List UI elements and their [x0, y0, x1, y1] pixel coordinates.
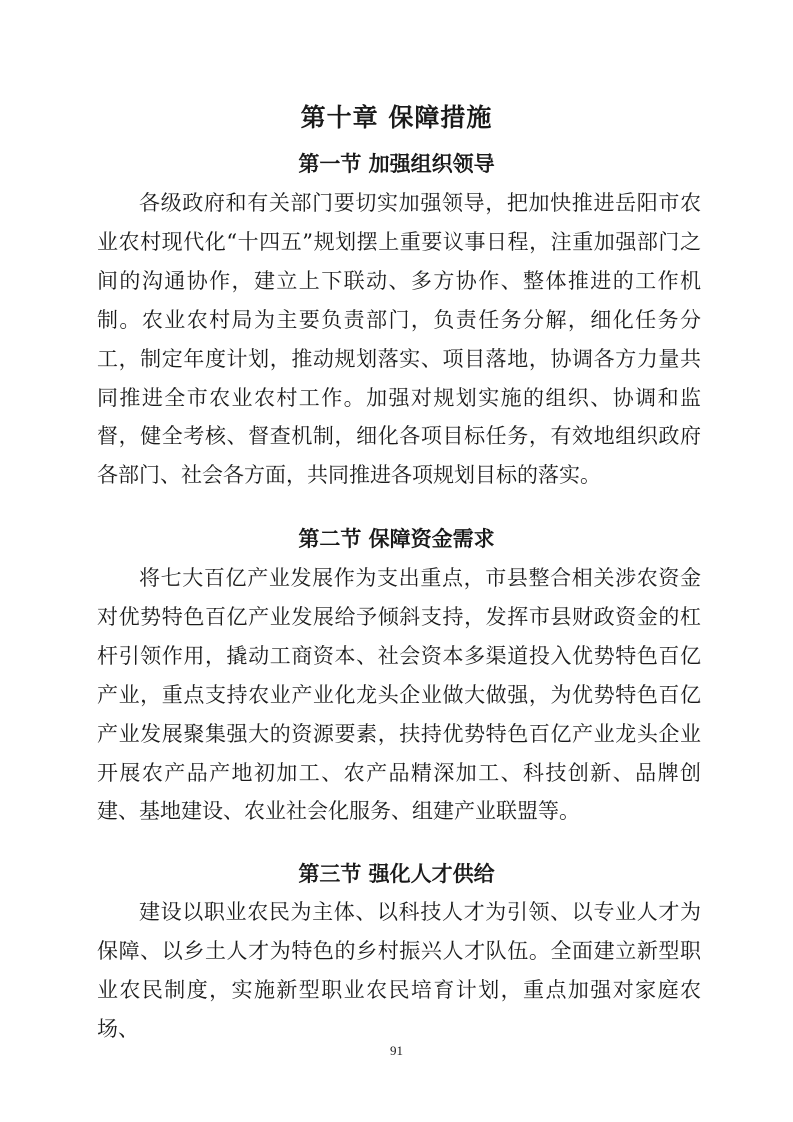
chapter-title: 第十章 保障措施 — [300, 103, 493, 132]
page-number: 91 — [390, 1043, 403, 1058]
section-title-3: 第三节 强化人才供给 — [298, 862, 495, 886]
section-paragraph-2: 将七大百亿产业发展作为支出重点，市县整合相关涉农资金对优势特色百亿产业发展给予倾斜支持，发挥市县财政资金的杠杆引领作用，撬动工商资本、社会资本多渠道投入优势特色百亿产业，重点支持农业产业化龙头企业做大做强，为优势特色百亿产业发展聚集强大的资源要素，扶持优势特色百亿产业龙头企业开展农产品产地初加工、农产品精深加工、科技创新、品牌创建、基地建设、农业社会化服务、组建产业联盟等。 — [97, 566, 701, 824]
section-title-1: 第一节 加强组织领导 — [298, 152, 495, 176]
section-paragraph-3: 建设以职业农民为主体、以科技人才为引领、以专业人才为保障、以乡土人才为特色的乡村振兴人才队伍。全面建立新型职业农民制度，实施新型职业农民培育计划，重点加强对家庭农场、 — [97, 900, 701, 1041]
section-title-2: 第二节 保障资金需求 — [298, 527, 495, 551]
section-paragraph-1: 各级政府和有关部门要切实加强领导，把加快推进岳阳市农业农村现代化“十四五”规划摆上重要议事日程，注重加强部门之间的沟通协作，建立上下联动、多方协作、整体推进的工作机制。农业农村局为主要负责部门，负责任务分解，细化任务分工，制定年度计划，推动规划落实、项目落地，协调各方力量共同推进全市农业农村工作。加强对规划实施的组织、协调和监督，健全考核、督查机制，细化各项目标任务，有效地组织政府各部门、社会各方面，共同推进各项规划目标的落实。 — [97, 191, 701, 488]
